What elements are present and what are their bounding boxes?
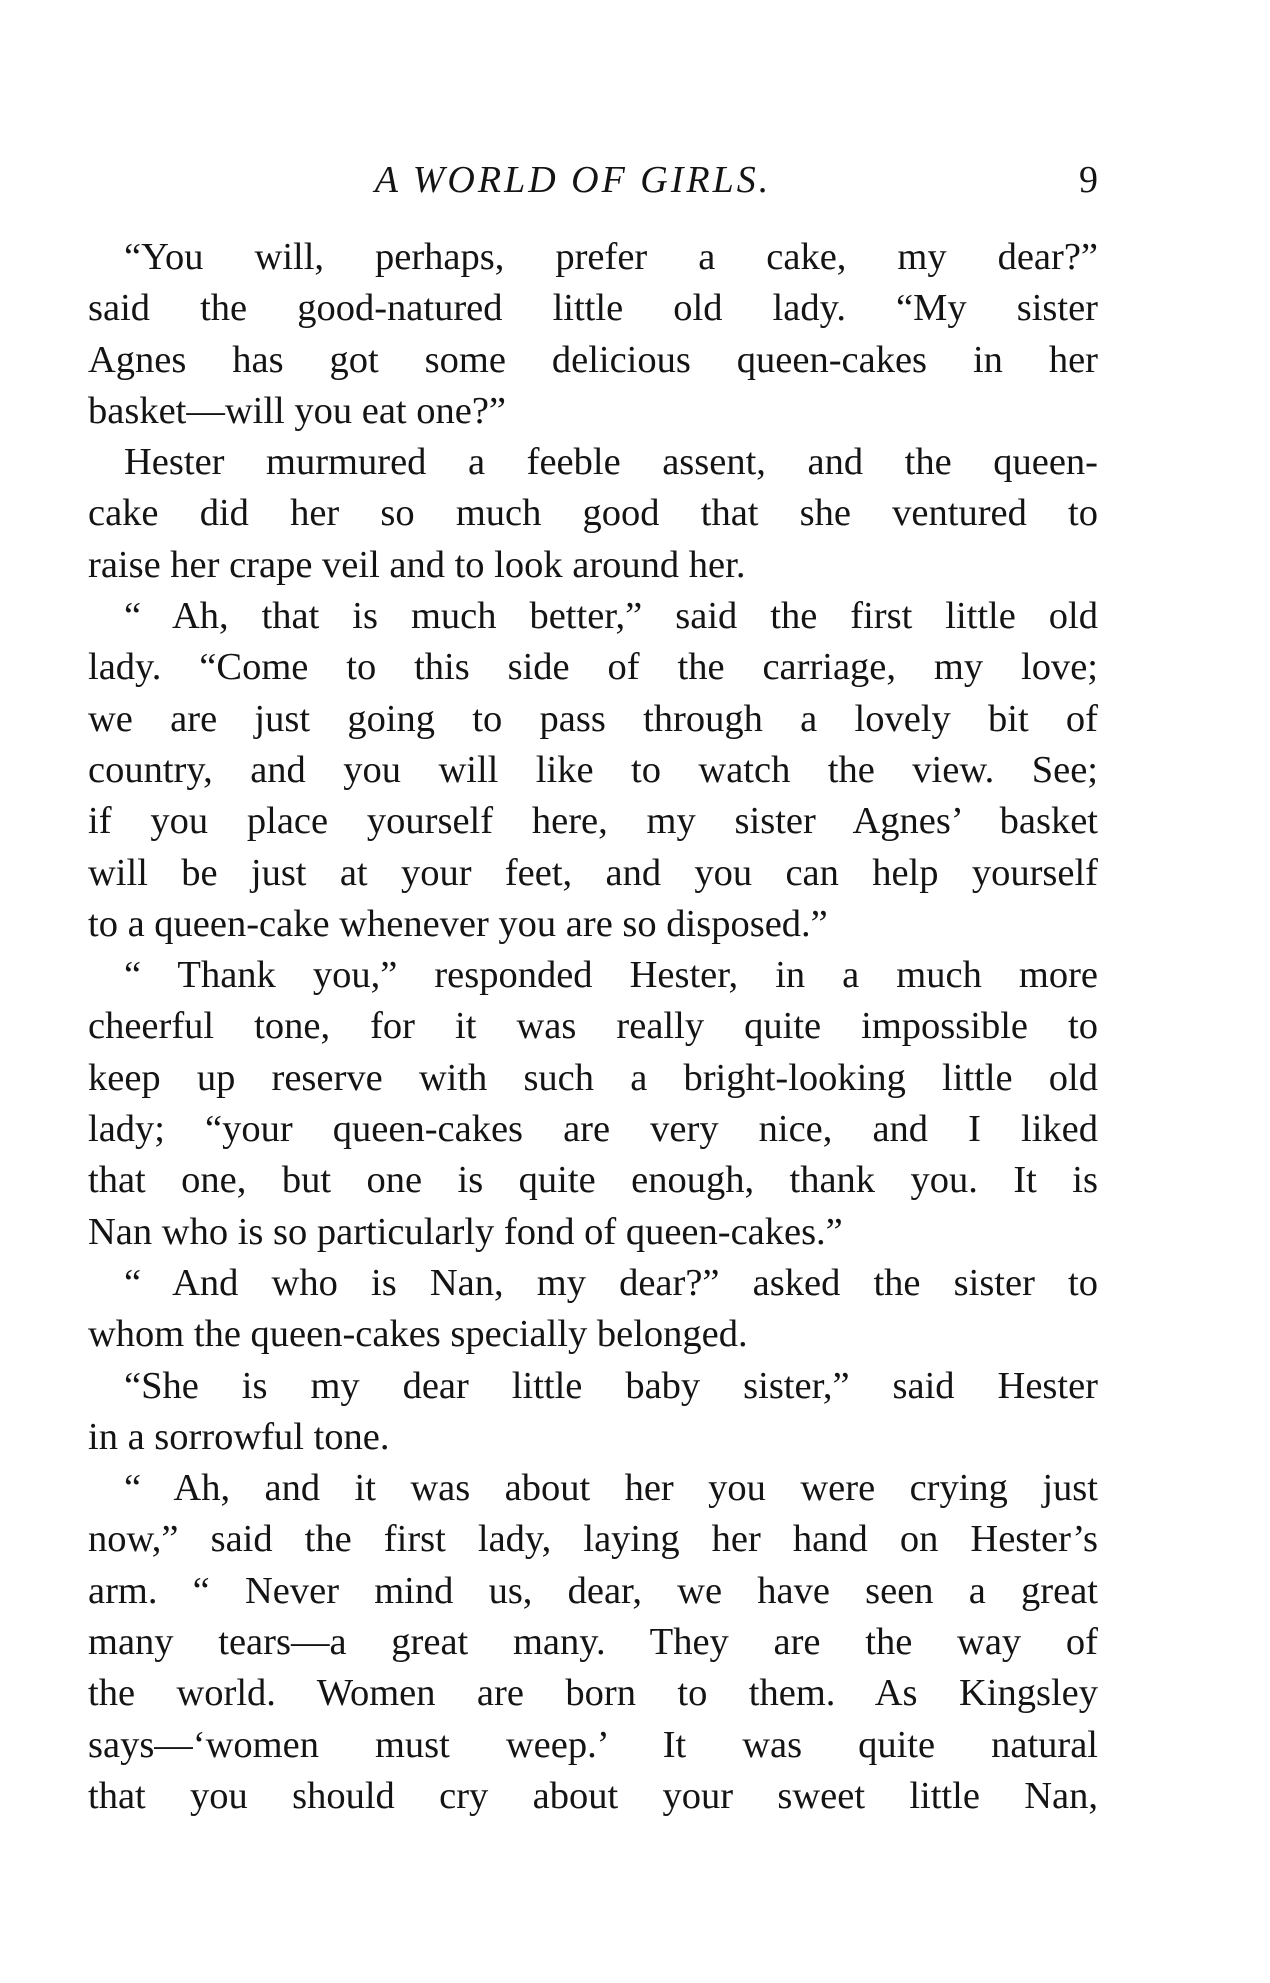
text-line: to a queen-cake whenever you are so disposed.” <box>88 902 828 945</box>
text-line: lady. “Come to this side of the carriage, my love; <box>88 646 1098 689</box>
text-line: “ Ah, and it was about her you were crying just <box>124 1467 1098 1510</box>
text-line: that you should cry about your sweet little Nan, <box>88 1774 1098 1817</box>
text-line: keep up reserve with such a bright-looking little old <box>88 1056 1098 1099</box>
paragraph <box>88 437 1098 591</box>
text-line: “ And who is Nan, my dear?” asked the sister to <box>124 1261 1098 1304</box>
text-line: that one, but one is quite enough, thank you. It is <box>88 1159 1098 1202</box>
paragraph <box>88 1258 1098 1361</box>
paragraph <box>88 950 1098 1258</box>
text-line: “She is my dear little baby sister,” said Hester <box>124 1364 1098 1407</box>
text-line: Nan who is so particularly fond of queen-cakes.” <box>88 1210 843 1253</box>
paragraph <box>88 591 1098 950</box>
page-number: 9 <box>1079 159 1098 201</box>
paragraph <box>88 1361 1098 1464</box>
text-line: whom the queen-cakes specially belonged. <box>88 1313 748 1356</box>
text-line: the world. Women are born to them. As Kingsley <box>88 1672 1098 1715</box>
text-line: basket—will you eat one?” <box>88 389 507 432</box>
text-line: will be just at your feet, and you can help yourself <box>88 851 1098 894</box>
paragraph <box>88 1463 1098 1822</box>
text-line: “You will, perhaps, prefer a cake, my dear?” <box>124 236 1098 278</box>
text-line: now,” said the first lady, laying her hand on Hester’s <box>88 1518 1098 1561</box>
text-line: we are just going to pass through a lovely bit of <box>88 697 1098 740</box>
text-line: cake did her so much good that she ventured to <box>88 492 1098 535</box>
text-line: many tears—a great many. They are the way of <box>88 1621 1098 1664</box>
text-line: if you place yourself here, my sister Agnes’ basket <box>88 800 1098 843</box>
paragraph <box>88 232 1098 437</box>
running-title: A WORLD OF GIRLS. <box>374 159 772 201</box>
text-line: Agnes has got some delicious queen-cakes in her <box>88 338 1098 381</box>
text-line: said the good-natured little old lady. “My sister <box>88 287 1098 330</box>
text-line: raise her crape veil and to look around her. <box>88 543 746 586</box>
text-line: cheerful tone, for it was really quite impossible to <box>88 1005 1098 1048</box>
text-line: in a sorrowful tone. <box>88 1415 390 1458</box>
text-line: lady; “your queen-cakes are very nice, and I liked <box>88 1108 1098 1151</box>
text-line: says—‘women must weep.’ It was quite natural <box>88 1723 1098 1766</box>
body-text <box>88 232 1098 1822</box>
text-line: “ Ah, that is much better,” said the first little old <box>124 595 1098 638</box>
text-line: Hester murmured a feeble assent, and the queen- <box>124 441 1098 484</box>
text-line: arm. “ Never mind us, dear, we have seen a great <box>88 1569 1098 1612</box>
text-line: country, and you will like to watch the view. See; <box>88 748 1098 791</box>
text-line: “ Thank you,” responded Hester, in a much more <box>124 954 1098 997</box>
running-head <box>88 150 1098 210</box>
